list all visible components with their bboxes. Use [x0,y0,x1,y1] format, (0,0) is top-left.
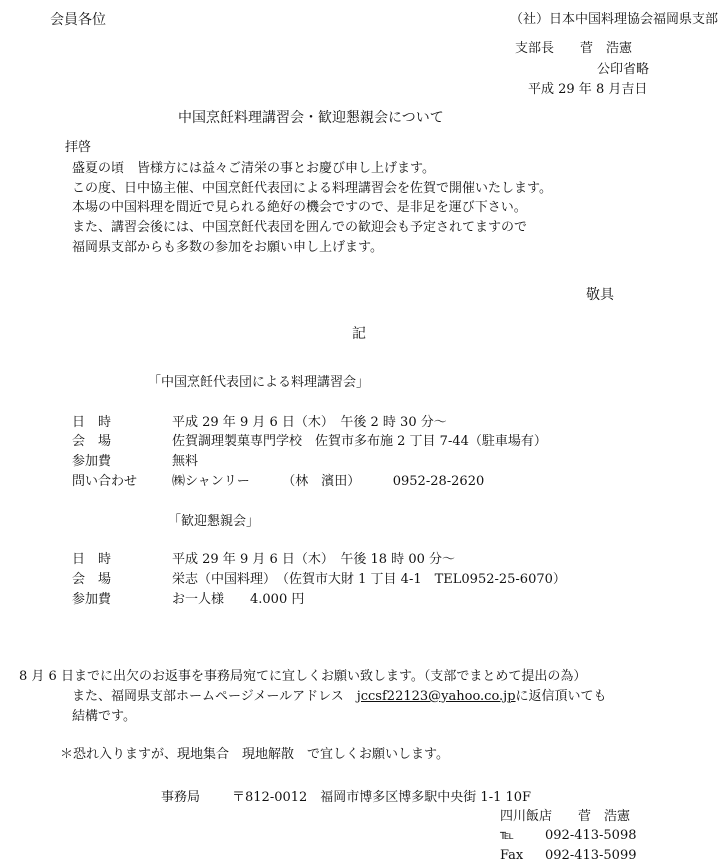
office-fax-label: Fax [500,848,524,863]
meeting-note: ＊恐れ入りますが、現地集合 現地解散 で宜しくお願いします。 [60,747,449,762]
detail-value: 平成 29 年 9 月 6 日（木） 午後 2 時 30 分～ [172,415,447,430]
email-line-continued: 結構です。 [72,709,136,724]
detail-value: 無料 [172,454,199,469]
detail-value: 平成 29 年 9 月 6 日（木） 午後 18 時 00 分～ [172,552,455,567]
body-line: 福岡県支部からも多数の参加をお願い申し上げます。 [72,240,383,255]
detail-label: 会 場 [72,434,112,449]
office-tel: 092-413-5098 [545,828,637,843]
issue-date: 平成 29 年 8 月吉日 [528,82,648,97]
detail-value: 佐賀調理製菓専門学校 佐賀市多布施 2 丁目 7-44（駐車場有） [172,434,547,449]
event-name: 「歓迎懇親会」 [168,514,260,529]
body-line: 本場の中国料理を間近で見られる絶好の機会ですので、是非足を運び下さい。 [72,200,527,215]
closing: 敬具 [586,287,614,303]
detail-value: お一人様 4.000 円 [172,592,305,607]
body-line: 盛夏の頃 皆様方には益々ご清栄の事とお慶び申し上げます。 [72,161,435,176]
body-line: この度、日中協主催、中国烹飪代表団による料理講習会を佐賀で開催いたします。 [72,181,552,196]
detail-label: 日 時 [72,415,112,430]
reply-deadline-note: 8 月 6 日までに出欠のお返事を事務局宛てに宜しくお願い致します。（支部でまとめて提出の為） [19,669,587,684]
email-line [72,690,607,703]
detail-value: 栄志（中国料理） （佐賀市大財 1 丁目 4-1 TEL0952-25-6070） [172,572,566,587]
event-name: 「中国烹飪代表団による料理講習会」 [148,375,370,390]
organization-name: （社）日本中国料理協会福岡県支部 [510,12,719,27]
detail-label: 会 場 [72,572,112,587]
detail-value: ㈱シャンリー （林 濱田） 0952-28-2620 [172,474,485,489]
seal-omitted-note: 公印省略 [597,62,650,77]
addressee: 会員各位 [50,12,106,28]
document-title: 中国烹飪料理講習会・歓迎懇親会について [178,110,444,126]
office-company: 四川飯店 菅 浩憲 [500,809,631,824]
body-line: また、講習会後には、中国烹飪代表団を囲んでの歓迎会も予定されてますので [72,220,528,235]
email-prefix: また、福岡県支部ホームページメールアドレス [72,689,344,704]
detail-label: 問い合わせ [72,474,138,489]
office-fax: 092-413-5099 [545,848,637,863]
office-address: 〒812-0012 福岡市博多区博多駅中央街 1-1 10F [232,790,532,805]
email-suffix: に返信頂いても [515,689,607,704]
office-label: 事務局 [161,790,201,805]
sender-name: 支部長 菅 浩憲 [515,41,633,56]
office-tel-label: ℡ [500,828,514,843]
ki-mark: 記 [352,326,366,342]
detail-label: 参加費 [72,592,112,607]
detail-label: 参加費 [72,454,112,469]
email-address-link[interactable]: jccsf22123@yahoo.co.jp [356,689,516,704]
detail-label: 日 時 [72,552,112,567]
salutation: 拝啓 [65,140,92,155]
